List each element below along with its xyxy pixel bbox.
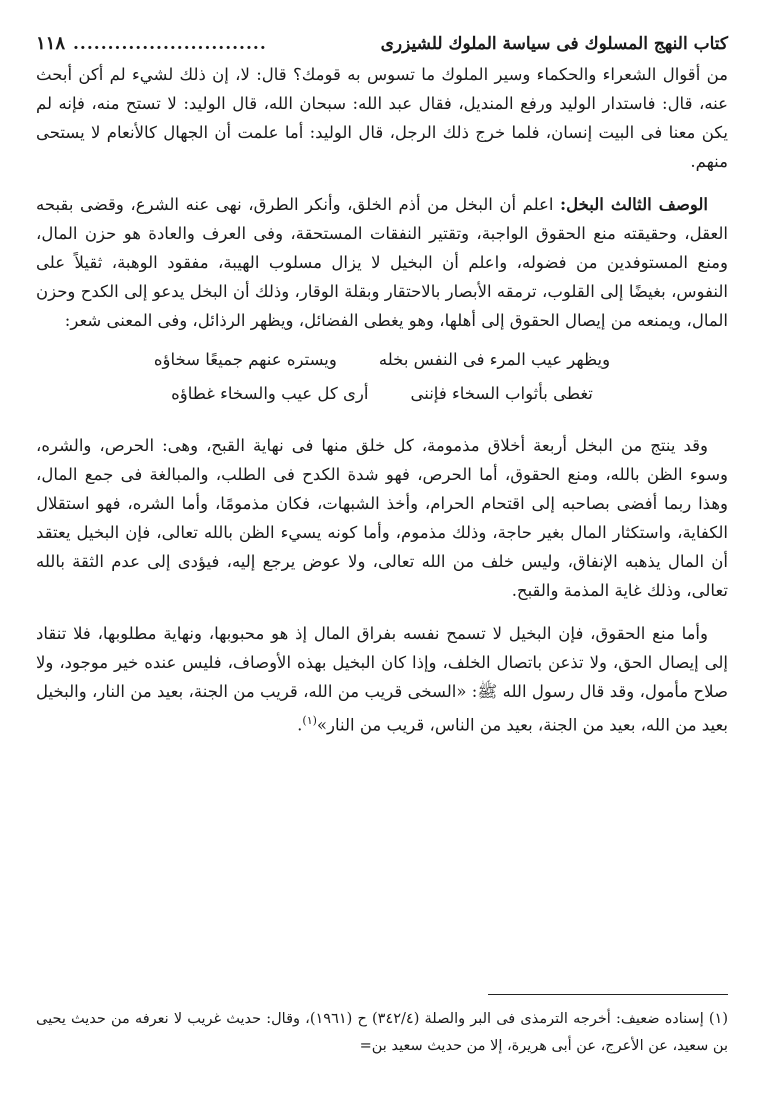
footnote-marker[interactable]: (١) bbox=[302, 714, 317, 727]
footnotes bbox=[36, 1006, 728, 1060]
paragraph-four-traits bbox=[36, 431, 728, 605]
page-number: ١١٨ bbox=[36, 33, 66, 54]
verse-first-hemistich: تغطى بأثواب السخاء فإننى bbox=[410, 384, 593, 403]
footnote-divider bbox=[488, 994, 728, 995]
poem bbox=[36, 343, 728, 411]
book-page bbox=[36, 30, 728, 1090]
verse-second-hemistich: أرى كل عيب والسخاء غطاؤه bbox=[171, 384, 369, 403]
verse-second-hemistich: ويستره عنهم جميعًا سخاؤه bbox=[153, 350, 337, 369]
poem-verse bbox=[36, 377, 728, 411]
paragraph-walid-anecdote bbox=[36, 60, 728, 176]
footnote: (١) إسناده ضعيف: أخرجه الترمذى فى البر والصلة (٣٤٢/٤) ح (١٩٦١)، وقال: حديث غريب لا نعرفه من حديث يحيى بن سعيد، عن الأعرج، عن أبى هريرة، إلا من حديث سعيد بن= bbox=[36, 1011, 728, 1054]
paragraph-stinginess bbox=[36, 190, 728, 335]
paragraph-text: وقد ينتج من البخل أربعة أخلاق مذمومة، كل خلق منها فى نهاية القبح، وهى: الحرص، والشره، وسوء الظن بالله، ومنع الحقوق، أما الحرص، فهو شدة الكدح فى الطلب، والمبالغة فى جمع المال، وهذا ربما أفضى بصاحبه إلى اقتحام الحرام، وأخذ الشبهات، فكان مذمومًا، وأما الشره، فهو استقلال الكفاية، واستكثار المال بغير حاجة، وذلك مذموم، وأما كونه يسيء الظن بالله تعالى، فإن البخيل يعتقد أن المال يذهبه الإنفاق، وليس خلف من الله تعالى، ولا عوض يرجع إليه، فيؤدى إلى عدم الثقة بالله تعالى، وذلك غاية المذمة والقبح. bbox=[36, 436, 728, 600]
paragraph-text: من أقوال الشعراء والحكماء وسير الملوك ما تسوس به قومك؟ قال: لا، إن ذلك لشيء لم أكن أبحث عنه، قال: فاستدار الوليد ورفع المنديل، فقال عبد الله: سبحان الله، قال الوليد: لا تستح منه، فإنه لم يكن معنا فى البيت إنسان، فلما خرج ذلك الرجل، قال الوليد: أما علمت أن الجهال كالأنعام لا يستحى منهم. bbox=[36, 65, 728, 171]
paragraph-text: اعلم أن البخل من أذم الخلق، وأنكر الطرق، نهى عنه الشرع، وقضى بقبحه العقل، وحقيقته منع الحقوق الواجبة، وتقتير النفقات المستحقة، وفى العرف والعادة هو حزن المال، ومنع المستوفدين من فضوله، واعلم أن البخيل لا يزال مسلوب الهيبة، مفقود الوهبة، ثقيلاً على النفوس، بغيضًا إلى القلوب، ترمقه الأبصار بالاحتقار وبقلة الوقار، وذلك أن البخل يدعو إلى الكدح وحزن المال، ويمنعه من إيصال الحقوق إلى أهلها، وهو يغطى الفضائل، ويظهر الرذائل، وفى المعنى شعر: bbox=[36, 195, 728, 330]
section-heading: الوصف الثالث البخل: bbox=[560, 195, 708, 214]
verse-first-hemistich: ويظهر عيب المرء فى النفس بخله bbox=[378, 350, 611, 369]
header-leader-dots: ............................ bbox=[73, 34, 267, 54]
poem-verse bbox=[36, 343, 728, 377]
paragraph-end: . bbox=[297, 715, 303, 735]
book-title: كتاب النهج المسلوك فى سياسة الملوك للشيزرى bbox=[380, 34, 728, 54]
paragraph-text: وأما منع الحقوق، فإن البخيل لا تسمح نفسه بفراق المال إذ هو محبوبها، ونهاية مطلوبها، فلا تنقاد إلى إيصال الحق، ولا تذعن باتصال الخلف، وإذا كان البخيل بهذه الأوصاف، فليس عنده خير موجود، ولا صلاح مأمول، وقد قال رسول الله ﷺ: «السخى قريب من الله، قريب من الجنة، بعيد من النار، والبخيل بعيد من الله، بعيد من الجنة، بعيد من الناس، قريب من النار» bbox=[36, 624, 728, 735]
running-header bbox=[36, 30, 728, 60]
paragraph-withholding-rights bbox=[36, 619, 728, 740]
